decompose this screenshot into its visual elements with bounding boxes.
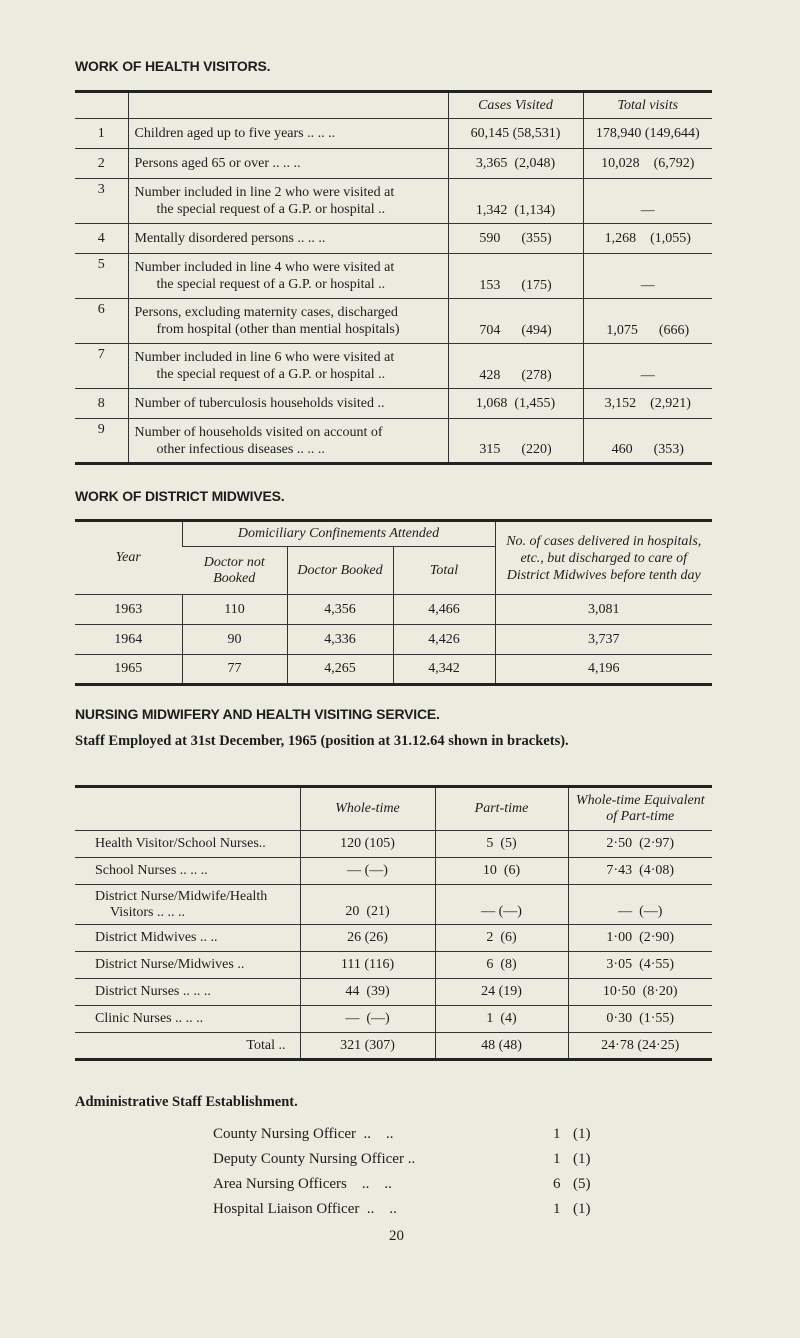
header-whole-time: Whole-time [300, 787, 435, 831]
cell-year: 1963 [75, 595, 182, 625]
cases-visited: 1,068 (1,455) [448, 389, 583, 419]
row-description [128, 299, 448, 344]
cell-year: 1964 [75, 625, 182, 655]
cell-whole: — (—) [300, 1006, 435, 1033]
total-visits: 3,152 (2,921) [583, 389, 712, 419]
cell-equiv: 24·78 (24·25) [568, 1033, 712, 1060]
cell-hospital: 3,737 [495, 625, 712, 655]
cell-not-booked: 77 [182, 655, 287, 685]
description-line-1: Number of tuberculosis households visited .. [134, 396, 385, 411]
cell-part: 24 (19) [435, 979, 568, 1006]
table-row [75, 979, 712, 1006]
category-line-1: District Nurse/Midwives .. [95, 957, 245, 972]
cell-booked: 4,265 [287, 655, 393, 685]
health-visitors-title: WORK OF HEALTH VISITORS. [75, 58, 271, 74]
admin-previous: (1) [573, 1201, 591, 1217]
total-visits: — [583, 179, 712, 224]
cell-equiv: 7·43 (4·08) [568, 858, 712, 885]
row-number: 3 [75, 179, 128, 224]
cell-year: 1965 [75, 655, 182, 685]
cell-equiv: — (—) [568, 885, 712, 925]
cell-not-booked: 90 [182, 625, 287, 655]
header-doctor-booked: Doctor Booked [287, 547, 393, 595]
total-visits: — [583, 254, 712, 299]
total-row [75, 1033, 712, 1060]
admin-item [213, 1149, 613, 1174]
cell-total: 4,342 [393, 655, 495, 685]
cell-part: 2 (6) [435, 925, 568, 952]
staff-subtitle: Staff Employed at 31st December, 1965 (position at 31.12.64 shown in brackets). [75, 733, 569, 749]
admin-item [213, 1174, 613, 1199]
health-visitors-table [75, 90, 712, 465]
description-line-1: Persons, excluding maternity cases, discharged [134, 305, 398, 320]
description-line-1: Number included in line 4 who were visited at [134, 260, 395, 275]
cell-whole: 120 (105) [300, 831, 435, 858]
admin-value: 6 [553, 1176, 561, 1192]
cell-whole: — (—) [300, 858, 435, 885]
table-row [75, 655, 712, 685]
row-description [128, 389, 448, 419]
table-row [75, 858, 712, 885]
category-line-1: Clinic Nurses .. .. .. [95, 1011, 204, 1026]
total-visits: 178,940 (149,644) [583, 119, 712, 149]
cell-whole: 44 (39) [300, 979, 435, 1006]
staff-category [75, 979, 300, 1006]
cases-visited: 704 (494) [448, 299, 583, 344]
category-line-1: District Nurses .. .. .. [95, 984, 211, 999]
cell-part: 48 (48) [435, 1033, 568, 1060]
cases-visited: 590 (355) [448, 224, 583, 254]
header-total: Total [393, 547, 495, 595]
table-row [75, 952, 712, 979]
admin-title: Administrative Staff Establishment. [75, 1094, 298, 1110]
admin-previous: (1) [573, 1151, 591, 1167]
description-line-2: the special request of a G.P. or hospital .. [156, 202, 386, 217]
page-number: 20 [389, 1228, 404, 1244]
cell-whole: 20 (21) [300, 885, 435, 925]
cases-visited: 60,145 (58,531) [448, 119, 583, 149]
header-year: Year [75, 521, 182, 595]
row-description [128, 254, 448, 299]
cell-equiv: 10·50 (8·20) [568, 979, 712, 1006]
cell-whole: 111 (116) [300, 952, 435, 979]
cell-part: 1 (4) [435, 1006, 568, 1033]
cell-part: — (—) [435, 885, 568, 925]
table-row [75, 885, 712, 925]
cell-part: 10 (6) [435, 858, 568, 885]
admin-label: Area Nursing Officers .. .. [213, 1176, 392, 1192]
cell-hospital: 3,081 [495, 595, 712, 625]
admin-list [213, 1124, 613, 1224]
cell-total: 4,426 [393, 625, 495, 655]
header-domiciliary: Domiciliary Confinements Attended [182, 521, 495, 547]
admin-previous: (1) [573, 1126, 591, 1142]
staff-category [75, 925, 300, 952]
row-description [128, 224, 448, 254]
header-total-visits: Total visits [583, 92, 712, 119]
description-line-2: other infectious diseases .. .. .. [156, 441, 325, 457]
table-row [75, 299, 712, 344]
header-part-time: Part-time [435, 787, 568, 831]
row-description [128, 179, 448, 224]
table-header-row [75, 92, 712, 119]
table-row [75, 625, 712, 655]
description-line-2: from hospital (other than mential hospitals) [156, 322, 400, 337]
category-line-1: District Midwives .. .. [95, 930, 218, 945]
category-line-1: Total .. [246, 1037, 286, 1053]
table-row [75, 419, 712, 464]
staff-category [75, 831, 300, 858]
staff-category [75, 858, 300, 885]
category-line-2: Visitors .. .. .. [110, 904, 185, 920]
staff-category [75, 885, 300, 925]
total-visits: 460 (353) [583, 419, 712, 464]
row-number: 8 [75, 389, 128, 419]
cases-visited: 153 (175) [448, 254, 583, 299]
description-line-1: Number included in line 6 who were visited at [134, 350, 395, 365]
description-line-2: the special request of a G.P. or hospital .. [156, 367, 386, 382]
cell-equiv: 3·05 (4·55) [568, 952, 712, 979]
cell-total: 4,466 [393, 595, 495, 625]
cell-equiv: 2·50 (2·97) [568, 831, 712, 858]
table-row [75, 831, 712, 858]
cell-equiv: 1·00 (2·90) [568, 925, 712, 952]
staff-title: NURSING MIDWIFERY AND HEALTH VISITING SERVICE. [75, 706, 440, 722]
cell-whole: 321 (307) [300, 1033, 435, 1060]
header-hospital-cases: No. of cases delivered in hospitals, etc., but discharged to care of District Midwives before tenth day [495, 521, 712, 595]
description-line-1: Mentally disordered persons .. .. .. [134, 231, 326, 246]
total-visits: 1,268 (1,055) [583, 224, 712, 254]
row-number: 7 [75, 344, 128, 389]
table-row [75, 1006, 712, 1033]
midwives-title: WORK OF DISTRICT MIDWIVES. [75, 488, 285, 504]
cases-visited: 3,365 (2,048) [448, 149, 583, 179]
category-line-1: School Nurses .. .. .. [95, 863, 208, 878]
row-number: 2 [75, 149, 128, 179]
total-visits: — [583, 344, 712, 389]
cell-hospital: 4,196 [495, 655, 712, 685]
description-line-1: Children aged up to five years .. .. .. [134, 126, 336, 141]
table-row [75, 119, 712, 149]
table-row [75, 224, 712, 254]
cases-visited: 428 (278) [448, 344, 583, 389]
table-row [75, 925, 712, 952]
cell-booked: 4,356 [287, 595, 393, 625]
cell-part: 5 (5) [435, 831, 568, 858]
table-row [75, 344, 712, 389]
total-visits: 1,075 (666) [583, 299, 712, 344]
header-doctor-not-booked: Doctor not Booked [182, 547, 287, 595]
category-line-1: Health Visitor/School Nurses.. [95, 836, 266, 851]
row-description [128, 149, 448, 179]
row-number: 1 [75, 119, 128, 149]
table-row [75, 149, 712, 179]
table-row [75, 179, 712, 224]
table-row [75, 389, 712, 419]
description-line-1: Persons aged 65 or over .. .. .. [134, 156, 301, 171]
description-line-1: Number of households visited on account of [134, 424, 383, 440]
row-number: 5 [75, 254, 128, 299]
admin-item [213, 1199, 613, 1224]
cases-visited: 315 (220) [448, 419, 583, 464]
staff-category [75, 952, 300, 979]
category-line-1: District Nurse/Midwife/Health [95, 888, 268, 904]
admin-label: Deputy County Nursing Officer .. [213, 1151, 416, 1167]
header-whole-time-equivalent: Whole-time Equivalent of Part-time [568, 787, 712, 831]
admin-previous: (5) [573, 1176, 591, 1192]
table-row [75, 254, 712, 299]
admin-label: County Nursing Officer .. .. [213, 1126, 394, 1142]
admin-value: 1 [553, 1126, 561, 1142]
total-visits: 10,028 (6,792) [583, 149, 712, 179]
staff-table [75, 785, 712, 1061]
table-row [75, 595, 712, 625]
cell-not-booked: 110 [182, 595, 287, 625]
cell-equiv: 0·30 (1·55) [568, 1006, 712, 1033]
row-description [128, 119, 448, 149]
cell-part: 6 (8) [435, 952, 568, 979]
row-description [128, 344, 448, 389]
row-description [128, 419, 448, 464]
description-line-1: Number included in line 2 who were visited at [134, 185, 395, 200]
staff-category [75, 1006, 300, 1033]
admin-item [213, 1124, 613, 1149]
description-line-2: the special request of a G.P. or hospital .. [156, 277, 386, 292]
cases-visited: 1,342 (1,134) [448, 179, 583, 224]
admin-value: 1 [553, 1151, 561, 1167]
header-cases-visited: Cases Visited [448, 92, 583, 119]
cell-whole: 26 (26) [300, 925, 435, 952]
admin-label: Hospital Liaison Officer .. .. [213, 1201, 397, 1217]
midwives-table [75, 519, 712, 686]
staff-category [75, 1033, 300, 1060]
row-number: 4 [75, 224, 128, 254]
row-number: 9 [75, 419, 128, 464]
cell-booked: 4,336 [287, 625, 393, 655]
admin-value: 1 [553, 1201, 561, 1217]
row-number: 6 [75, 299, 128, 344]
